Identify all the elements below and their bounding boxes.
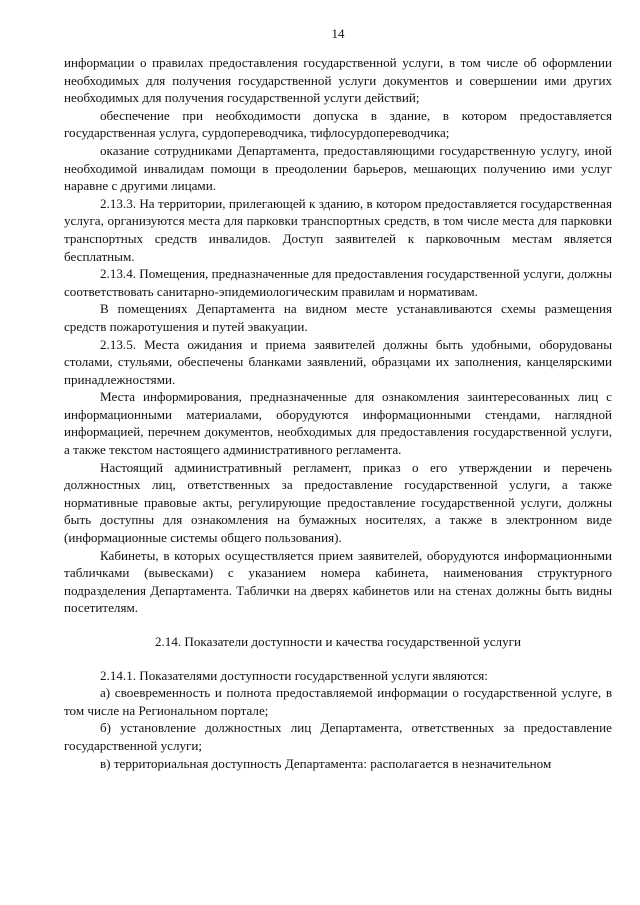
- paragraph: Кабинеты, в которых осуществляется прием заявителей, оборудуются информационными табличками (вывесками) с указанием номера кабинета, наименования структурного подразделения Департамента. Таблички на дверях кабинетов или на стенах должны быть видны посетителям.: [64, 547, 612, 616]
- paragraph: б) установление должностных лиц Департамента, ответственных за предоставление государственной услуги;: [64, 720, 612, 753]
- paragraph: обеспечение при необходимости допуска в здание, в котором предоставляется государственная услуга, сурдопереводчика, тифлосурдопереводчика;: [64, 107, 612, 141]
- paragraph: информации о правилах предоставления государственной услуги, в том числе об оформлении необходимых для получения государственной услуги документов и совершении ими других необходимых для получения государственной услуги действий;: [64, 55, 612, 106]
- document-body: [64, 54, 612, 772]
- page-number: 14: [331, 26, 345, 41]
- paragraph: Настоящий административный регламент, приказ о его утверждении и перечень должностных лиц, ответственных за предоставление государственной услуги, а также нормативные правовые акты, регулирующие предоставление государственной услуги, должны быть доступны для ознакомления на бумажных носителях, а также в электронном виде (информационные системы общего пользования).: [64, 459, 612, 546]
- paragraph: 2.13.5. Места ожидания и приема заявителей должны быть удобными, оборудованы столами, стульями, обеспечены бланками заявлений, образцами их заполнения, канцелярскими принадлежностями.: [64, 336, 612, 387]
- paragraph: в) территориальная доступность Департамента: располагается в незначительном: [100, 755, 552, 771]
- paragraph: В помещениях Департамента на видном месте устанавливаются схемы размещения средств пожаротушения и путей эвакуации.: [64, 301, 612, 334]
- section-heading: 2.14. Показатели доступности и качества государственной услуги: [154, 634, 522, 649]
- paragraph: 2.13.4. Помещения, предназначенные для предоставления государственной услуги, должны соответствовать санитарно-эпидемиологическим правилам и нормативам.: [64, 266, 612, 299]
- paragraph: 2.14.1. Показателями доступности государственной услуги являются:: [100, 667, 488, 683]
- paragraph: 2.13.3. На территории, прилегающей к зданию, в котором предоставляется государственная услуга, организуются места для парковки транспортных средств, в том числе места для парковки транспортных средств инвалидов. Доступ заявителей к парковочным местам является бесплатным.: [64, 195, 612, 264]
- paragraph: оказание сотрудниками Департамента, предоставляющими государственную услугу, иной необходимой инвалидам помощи в преодолении барьеров, мешающих получению ими услуг наравне с другими лицами.: [64, 142, 612, 194]
- paragraph: Места информирования, предназначенные для ознакомления заинтересованных лиц с информационными материалами, оборудуются информационными стендами, наглядной информацией, перечнем документов, необходимых для предоставления государственной услуги, а также текстом настоящего административного регламента.: [64, 389, 612, 458]
- paragraph: а) своевременность и полнота предоставляемой информации о государственной услуге, в том числе на Региональном портале;: [64, 685, 612, 718]
